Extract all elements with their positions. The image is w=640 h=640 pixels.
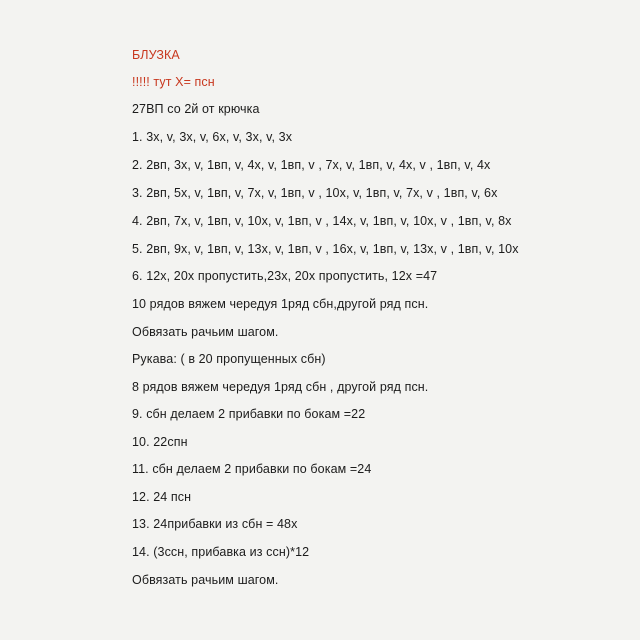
document-note: !!!!! тут Х= псн — [132, 75, 215, 89]
instruction-line-foundation: 27ВП со 2й от крючка — [132, 102, 260, 116]
instruction-line-body-rows: 10 рядов вяжем чередуя 1ряд сбн,другой ряд псн. — [132, 297, 429, 311]
instruction-line-row-9: 9. сбн делаем 2 прибавки по бокам =22 — [132, 407, 366, 421]
instruction-line-row-12: 12. 24 псн — [132, 490, 192, 504]
instruction-line-row-3: 3. 2вп, 5х, v, 1вп, v, 7х, v, 1вп, v , 10х, v, 1вп, v, 7х, v , 1вп, v, 6х — [132, 186, 498, 200]
instruction-line-row-4: 4. 2вп, 7х, v, 1вп, v, 10х, v, 1вп, v , 14х, v, 1вп, v, 10х, v , 1вп, v, 8х — [132, 214, 512, 228]
instruction-line-row-2: 2. 2вп, 3х, v, 1вп, v, 4х, v, 1вп, v , 7х, v, 1вп, v, 4х, v , 1вп, v, 4х — [132, 158, 491, 172]
instruction-line-row-1: 1. 3х, v, 3х, v, 6х, v, 3х, v, 3х — [132, 130, 293, 144]
section-heading-sleeves: Рукава: ( в 20 пропущенных сбн) — [132, 352, 326, 366]
instruction-line-row-10: 10. 22спн — [132, 435, 188, 449]
instruction-line-sleeve-rows: 8 рядов вяжем чередуя 1ряд сбн , другой ряд псн. — [132, 380, 429, 394]
instruction-line-sleeve-edging: Обвязать рачьим шагом. — [132, 573, 279, 587]
instruction-line-row-13: 13. 24прибавки из сбн = 48х — [132, 517, 298, 531]
instruction-line-body-edging: Обвязать рачьим шагом. — [132, 325, 279, 339]
document-title: БЛУЗКА — [132, 48, 180, 62]
instruction-line-row-11: 11. сбн делаем 2 прибавки по бокам =24 — [132, 462, 372, 476]
instruction-line-row-6: 6. 12х, 20х пропустить,23х, 20х пропустить, 12х =47 — [132, 269, 438, 283]
instruction-line-row-5: 5. 2вп, 9х, v, 1вп, v, 13х, v, 1вп, v , 16х, v, 1вп, v, 13х, v , 1вп, v, 10х — [132, 242, 519, 256]
instruction-line-row-14: 14. (3ссн, прибавка из ссн)*12 — [132, 545, 310, 559]
